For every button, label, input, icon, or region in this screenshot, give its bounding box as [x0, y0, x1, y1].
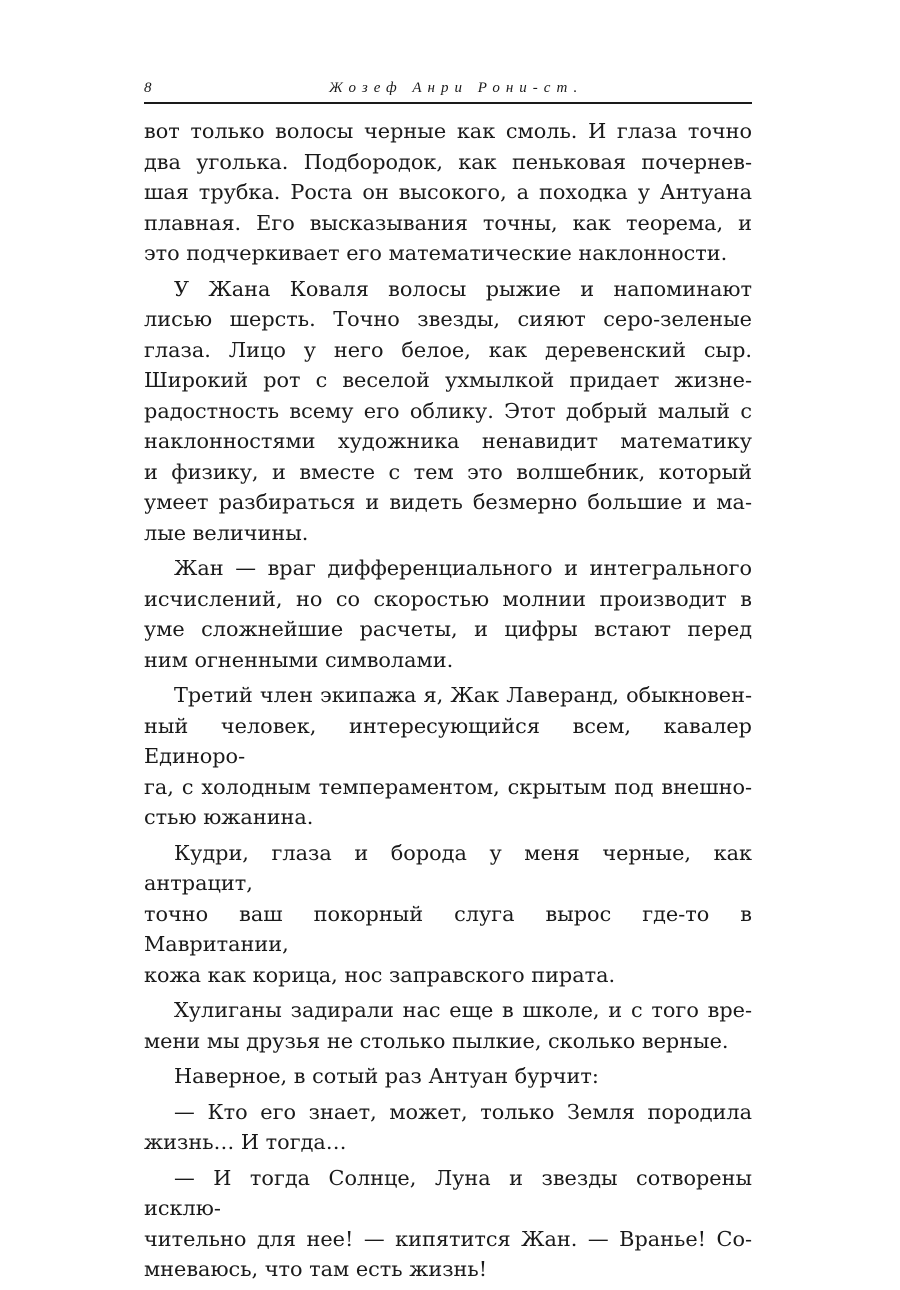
text-line: глаза. Лицо у него белое, как деревенский сыр. [144, 337, 752, 362]
text-line: — Кто его знает, может, только Земля породила [174, 1099, 752, 1124]
text-line: лисью шерсть. Точно звезды, сияют серо-зеленые [144, 307, 752, 331]
text-line: Наверное, в сотый раз Антуан бурчит: [174, 1064, 599, 1088]
text-line: Кудри, глаза и борода у меня черные, как антрацит, [144, 840, 752, 895]
body-text [144, 116, 752, 1285]
text-line: вот только волосы черные как смоль. И глаза точно [144, 119, 752, 143]
text-line: два уголька. Подбородок, как пеньковая почернев- [144, 149, 752, 174]
page-number: 8 [144, 80, 152, 96]
paragraph [144, 553, 752, 675]
text-line: радостность всему его облику. Этот добрый малый с [144, 398, 752, 423]
text-line: У Жана Коваля волосы рыжие и напоминают [174, 276, 752, 301]
text-line: наклонностями художника ненавидит математику [144, 429, 752, 453]
text-line: исчислений, но со скоростью молнии производит в [144, 586, 752, 611]
text-line: Третий член экипажа я, Жак Лаверанд, обыкновен- [174, 683, 752, 707]
paragraph [144, 116, 752, 269]
text-line: ним огненными символами. [144, 647, 454, 672]
text-line: это подчеркивает его математические наклонности. [144, 241, 728, 265]
page-header [144, 72, 752, 104]
text-line: уме сложнейшие расчеты, и цифры встают перед [144, 617, 752, 641]
text-line: стью южанина. [144, 805, 314, 829]
text-line: и физику, и вместе с тем это волшебник, который [144, 459, 752, 484]
text-line: жизнь… И тогда… [144, 1130, 347, 1154]
paragraph [144, 680, 752, 833]
text-line: умеет разбираться и видеть безмерно большие и ма- [144, 490, 752, 514]
text-line: мени мы друзья не столько пылкие, сколько верные. [144, 1028, 729, 1053]
text-line: мневаюсь, что там есть жизнь! [144, 1257, 488, 1281]
paragraph [144, 1061, 752, 1092]
text-line: — И тогда Солнце, Луна и звезды сотворены исклю- [144, 1165, 752, 1220]
paragraph [144, 838, 752, 991]
text-line: га, с холодным темпераментом, скрытым под внешно- [144, 774, 752, 799]
paragraph [144, 1163, 752, 1285]
text-line: кожа как корица, нос заправского пирата. [144, 962, 616, 987]
paragraph [144, 995, 752, 1056]
paragraph [144, 274, 752, 549]
text-line: Жан — враг дифференциального и интегрального [174, 556, 752, 580]
text-line: лые величины. [144, 520, 309, 545]
text-line: ный человек, интересующийся всем, кавалер Единоро- [144, 713, 752, 768]
book-page [144, 72, 752, 1290]
text-line: Хулиганы задирали нас еще в школе, и с того вре- [174, 998, 752, 1022]
text-line: точно ваш покорный слуга вырос где-то в Мавритании, [144, 901, 752, 956]
paragraph [144, 1097, 752, 1158]
text-line: чительно для нее! — кипятится Жан. — Вранье! Со- [144, 1226, 752, 1251]
text-line: шая трубка. Роста он высокого, а походка у Антуана [144, 180, 752, 204]
running-head: Жозеф Анри Рони-ст. [329, 80, 584, 96]
text-line: Широкий рот с веселой ухмылкой придает жизне- [144, 368, 752, 392]
text-line: плавная. Его высказывания точны, как теорема, и [144, 210, 752, 235]
